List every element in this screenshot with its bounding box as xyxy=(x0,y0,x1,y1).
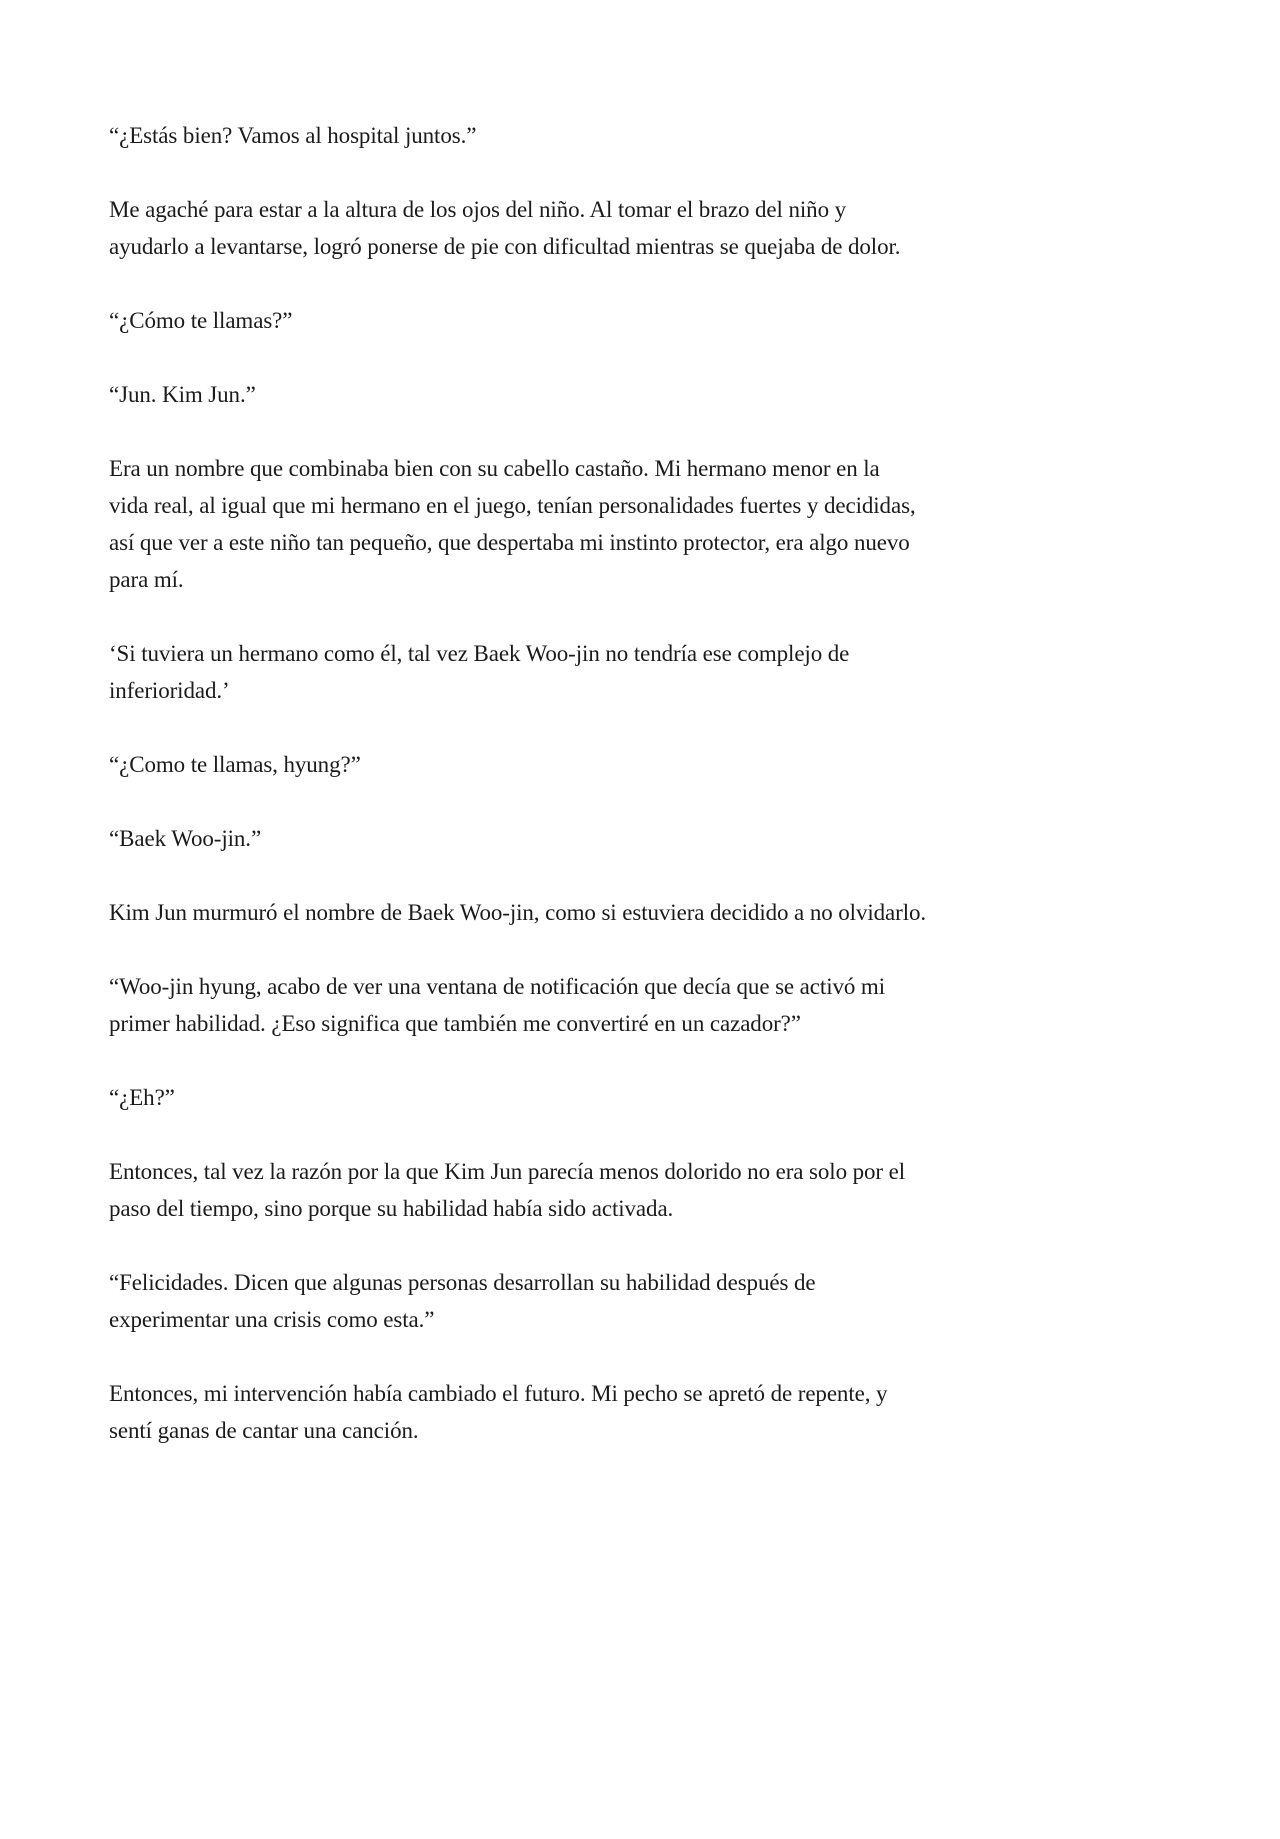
paragraph-narration xyxy=(109,1153,1169,1227)
text-line: Entonces, mi intervención había cambiado el futuro. Mi pecho se apretó de repente, y xyxy=(109,1381,888,1406)
paragraph-narration xyxy=(109,191,1169,265)
text-line: paso del tiempo, sino porque su habilidad había sido activada. xyxy=(109,1196,674,1221)
text-line: “Jun. Kim Jun.” xyxy=(109,382,256,407)
paragraph-dialogue xyxy=(109,746,1169,783)
paragraph-narration xyxy=(109,450,1169,598)
text-line: Me agaché para estar a la altura de los ojos del niño. Al tomar el brazo del niño y xyxy=(109,197,847,222)
paragraph-dialogue xyxy=(109,1264,1169,1338)
text-line: “Baek Woo-jin.” xyxy=(109,826,262,851)
paragraph-dialogue xyxy=(109,820,1169,857)
paragraph-dialogue xyxy=(109,968,1169,1042)
text-line: “¿Estás bien? Vamos al hospital juntos.” xyxy=(109,123,477,148)
text-line: Kim Jun murmuró el nombre de Baek Woo-jin, como si estuviera decidido a no olvidarlo. xyxy=(109,900,927,925)
text-line: “Woo-jin hyung, acabo de ver una ventana de notificación que decía que se activó mi xyxy=(109,974,886,999)
paragraph-dialogue xyxy=(109,376,1169,413)
text-line: para mí. xyxy=(109,567,184,592)
text-line: “¿Cómo te llamas?” xyxy=(109,308,293,333)
text-line: Entonces, tal vez la razón por la que Kim Jun parecía menos dolorido no era solo por el xyxy=(109,1159,906,1184)
document-body xyxy=(109,117,1169,1486)
text-line: Era un nombre que combinaba bien con su cabello castaño. Mi hermano menor en la xyxy=(109,456,880,481)
text-line: “Felicidades. Dicen que algunas personas desarrollan su habilidad después de xyxy=(109,1270,816,1295)
text-line: primer habilidad. ¿Eso significa que también me convertiré en un cazador?” xyxy=(109,1011,801,1036)
text-line: “¿Eh?” xyxy=(109,1085,175,1110)
text-line: ‘Si tuviera un hermano como él, tal vez Baek Woo-jin no tendría ese complejo de xyxy=(109,641,850,666)
paragraph-dialogue xyxy=(109,302,1169,339)
text-line: sentí ganas de cantar una canción. xyxy=(109,1418,419,1443)
paragraph-dialogue xyxy=(109,1079,1169,1116)
paragraph-thought xyxy=(109,635,1169,709)
paragraph-narration xyxy=(109,894,1169,931)
text-line: inferioridad.’ xyxy=(109,678,230,703)
text-line: experimentar una crisis como esta.” xyxy=(109,1307,435,1332)
paragraph-dialogue xyxy=(109,117,1169,154)
text-line: vida real, al igual que mi hermano en el juego, tenían personalidades fuertes y decididas, xyxy=(109,493,916,518)
text-line: “¿Como te llamas, hyung?” xyxy=(109,752,361,777)
text-line: así que ver a este niño tan pequeño, que despertaba mi instinto protector, era algo nuevo xyxy=(109,530,910,555)
text-line: ayudarlo a levantarse, logró ponerse de pie con dificultad mientras se quejaba de dolor. xyxy=(109,234,901,259)
paragraph-narration xyxy=(109,1375,1169,1449)
